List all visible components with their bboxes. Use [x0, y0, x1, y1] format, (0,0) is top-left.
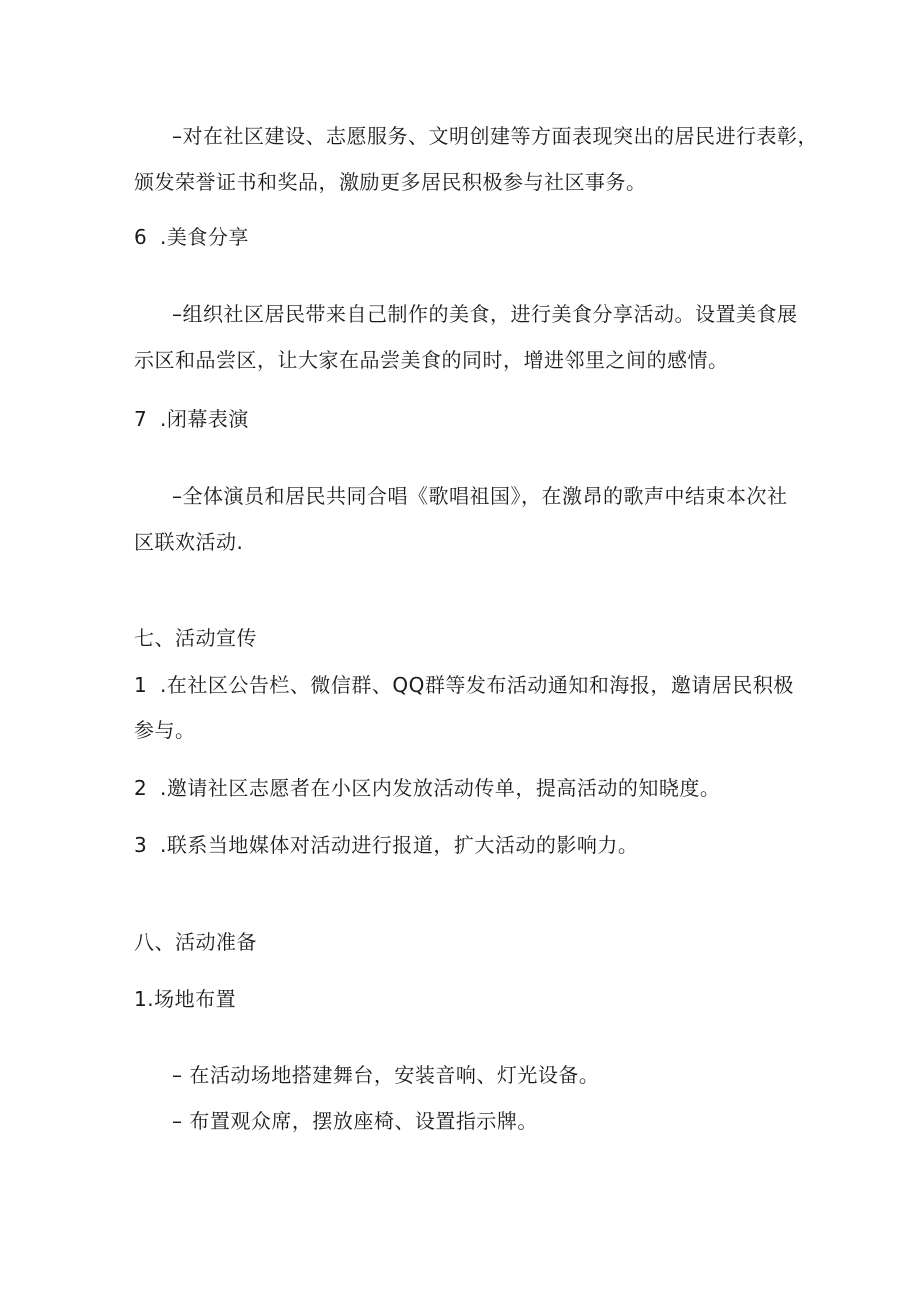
item6-body-line1: –组织社区居民带来自己制作的美食，进行美食分享活动。设置美食展 — [172, 302, 798, 326]
section-heading-preparation: 八、活动准备 — [134, 930, 257, 954]
promo-item-3-number: 3 — [134, 833, 148, 857]
item6-body-line2: 示区和品尝区，让大家在品尝美食的同时，增进邻里之间的感情。 — [134, 348, 729, 372]
section-heading-publicity: 七、活动宣传 — [134, 626, 257, 650]
item7-title: .闭幕表演 — [160, 407, 249, 431]
item7-body-line1: –全体演员和居民共同合唱《歌唱祖国》，在激昂的歌声中结束本次社 — [172, 484, 788, 508]
item6-number: 6 — [134, 225, 148, 249]
item7-heading — [134, 405, 249, 433]
promo-item-2 — [134, 774, 720, 802]
promo-item-1-number: 1 — [134, 673, 148, 697]
promo-item-3-text: .联系当地媒体对活动进行报道，扩大活动的影响力。 — [160, 833, 639, 857]
prep-item-1-title: 1.场地布置 — [134, 987, 237, 1011]
promo-item-2-text: .邀请社区志愿者在小区内发放活动传单，提高活动的知晓度。 — [160, 776, 721, 800]
item7-body-line2: 区联欢活动. — [134, 530, 244, 554]
promo-item-2-number: 2 — [134, 776, 148, 800]
prep-item-1-bullet-2: – 布置观众席，摆放座椅、设置指示牌。 — [172, 1109, 538, 1133]
item5-body-line2: 颁发荣誉证书和奖品，激励更多居民积极参与社区事务。 — [134, 170, 647, 194]
promo-item-3 — [134, 831, 638, 859]
promo-item-1 — [134, 671, 794, 699]
item7-number: 7 — [134, 407, 148, 431]
item5-body-line1: –对在社区建设、志愿服务、文明创建等方面表现突出的居民进行表彰， — [172, 124, 818, 148]
prep-item-1-bullet-1: – 在活动场地搭建舞台，安装音响、灯光设备。 — [172, 1063, 600, 1087]
promo-item-1-text: .在社区公告栏、微信群、QQ群等发布活动通知和海报，邀请居民积极 — [160, 673, 794, 697]
item6-title: .美食分享 — [160, 225, 249, 249]
item6-heading — [134, 223, 249, 251]
promo-item-1-line2: 参与。 — [134, 718, 196, 742]
